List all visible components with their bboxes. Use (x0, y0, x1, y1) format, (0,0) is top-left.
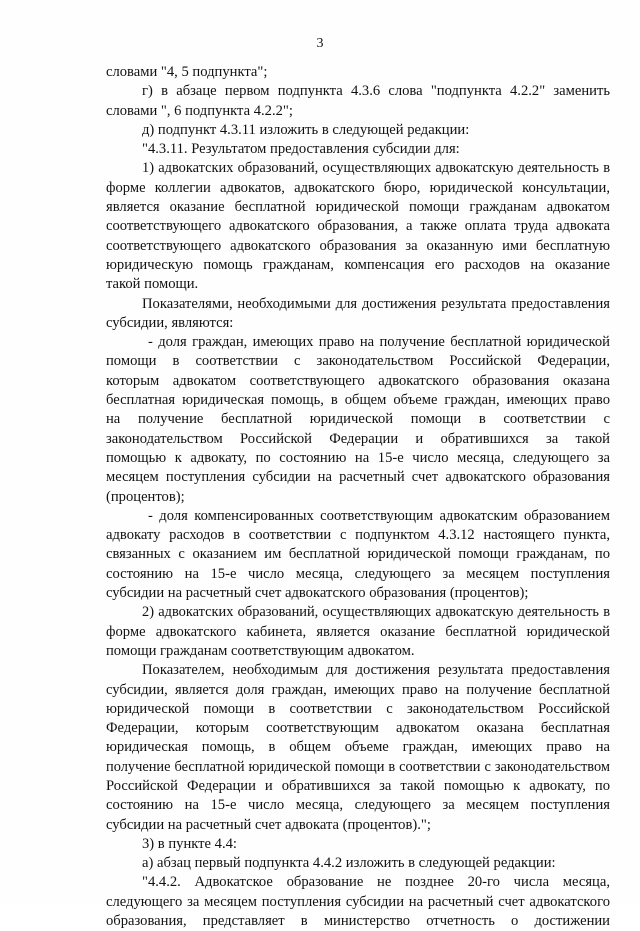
text-line: - доля граждан, имеющих право на получение бесплатной юридической (148, 334, 610, 351)
text-line: - доля компенсированных соответствующим адвокатским образованием (148, 507, 610, 524)
text-line: субсидии на расчетный счет адвокатского образования (процентов); (106, 585, 529, 602)
text-line: помощью к адвокату, по состоянию на 15-е число месяца, следующего за (106, 449, 610, 466)
text-line: форме коллегии адвокатов, адвокатского бюро, юридической консультации, (106, 179, 610, 196)
text-line: Российской Федерации и обратившихся за такой помощью к адвокату, по (106, 777, 610, 794)
text-line: словами ", 6 подпункта 4.2.2"; (106, 102, 293, 119)
text-line: а) абзац первый подпункта 4.4.2 изложить в следующей редакции: (142, 855, 556, 872)
text-line: Федерации, которым соответствующим адвокатом оказана бесплатная (106, 720, 610, 737)
text-line: 1) адвокатских образований, осуществляющих адвокатскую деятельность в (142, 160, 610, 177)
page-number: 3 (316, 36, 324, 51)
text-line: д) подпункт 4.3.11 изложить в следующей редакции: (142, 121, 470, 138)
text-line: форме адвокатского кабинета, является оказание бесплатной юридической (106, 623, 610, 640)
text-line: Показателями, необходимыми для достижения результата предоставления (142, 295, 610, 312)
text-line: 3) в пункте 4.4: (142, 835, 237, 852)
document-body (106, 63, 610, 931)
text-line: Показателем, необходимым для достижения результата предоставления (142, 662, 610, 679)
text-line: (процентов); (106, 488, 185, 505)
text-line: г) в абзаце первом подпункта 4.3.6 слова "подпункта 4.2.2" заменить (142, 83, 610, 100)
text-line: законодательством Российской Федерации и обратившихся за такой (106, 430, 610, 447)
text-line: адвокату расходов в соответствии с подпунктом 4.3.12 настоящего пункта, (106, 527, 610, 544)
text-line: получение бесплатной юридической помощи в соответствии с законодательством (106, 758, 610, 775)
text-line: "4.4.2. Адвокатское образование не позднее 20-го числа месяца, (142, 874, 610, 891)
text-line: юридической помощи в соответствии с законодательством Российской (106, 700, 610, 717)
text-line: соответствующего адвокатского образования, а также оплата труда адвоката (106, 218, 610, 235)
text-line: связанных с оказанием им бесплатной юридической помощи гражданам, по (106, 546, 610, 563)
text-line: помощи в соответствии с законодательством Российской Федерации, (106, 353, 610, 370)
text-line: соответствующего адвокатского образования за оказанную ими бесплатную (106, 237, 610, 254)
text-line: является оказание бесплатной юридической помощи гражданам адвокатом (106, 199, 610, 216)
text-line: состоянию на 15-е число месяца, следующего за месяцем поступления (106, 797, 610, 814)
text-line: помощи гражданам соответствующим адвокатом. (106, 642, 415, 659)
text-line: бесплатная юридическая помощь, в общем объеме граждан, имеющих право (106, 392, 610, 409)
text-line: образования, представляет в министерство отчетность о достижении (106, 913, 610, 930)
text-line: такой помощи. (106, 276, 199, 293)
text-line: субсидии, является доля граждан, имеющих право на получение бесплатной (106, 681, 610, 698)
text-line: субсидии на расчетный счет адвоката (процентов)."; (106, 816, 431, 833)
text-line: юридическую помощь гражданам, компенсация его расходов на оказание (106, 256, 610, 273)
text-line: следующего за месяцем поступления субсидии на расчетный счет адвокатского (106, 893, 610, 910)
text-line: на получение бесплатной юридической помощи в соответствии с (106, 411, 610, 428)
text-line: состоянию на 15-е число месяца, следующего за месяцем поступления (106, 565, 610, 582)
text-line: месяцем поступления субсидии на расчетный счет адвокатского образования (106, 469, 610, 486)
text-line: "4.3.11. Результатом предоставления субсидии для: (142, 141, 460, 158)
text-line: юридическая помощь, в общем объеме граждан, имеющих право на (106, 739, 610, 756)
text-line: субсидии, являются: (106, 314, 234, 331)
text-line: словами "4, 5 подпункта"; (106, 64, 268, 80)
text-line: 2) адвокатских образований, осуществляющих адвокатскую деятельность в (142, 604, 610, 621)
text-line: которым адвокатом соответствующего адвокатского образования оказана (106, 372, 610, 389)
